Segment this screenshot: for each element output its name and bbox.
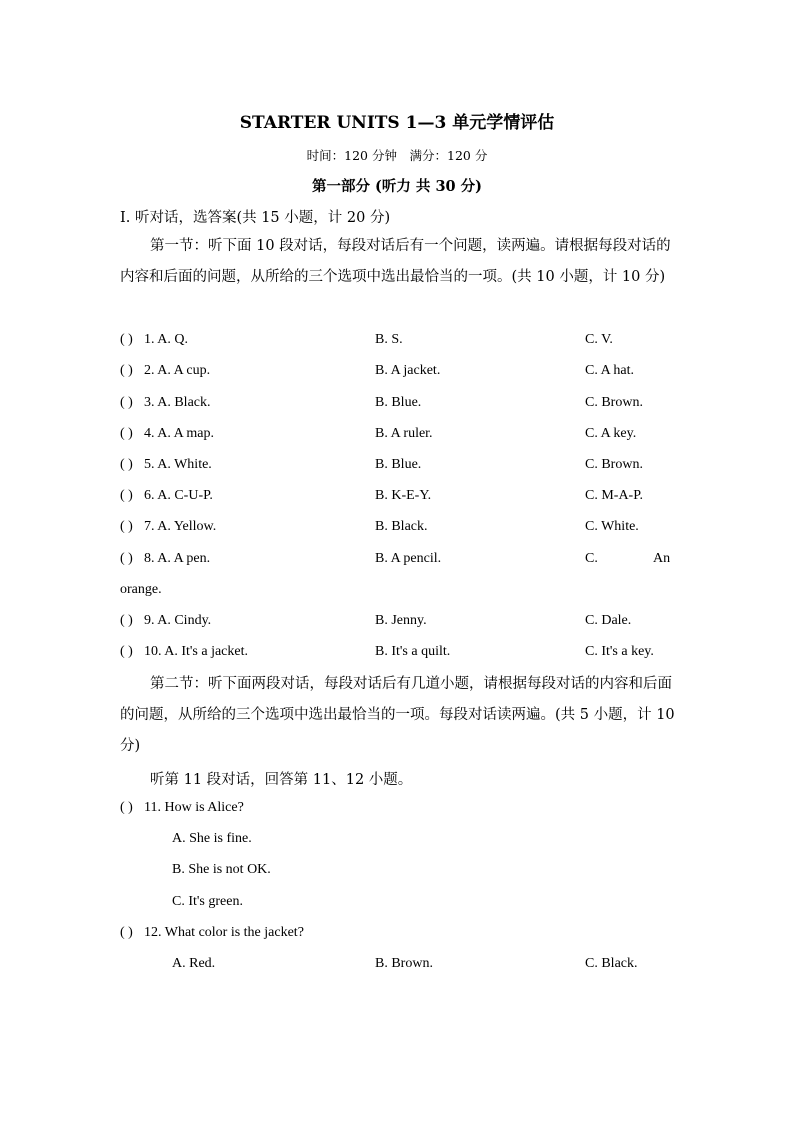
option-c: C. M-A-P. (585, 488, 643, 503)
option-b: B. K-E-Y. (375, 488, 432, 503)
option-c: C. Brown. (585, 457, 643, 472)
question-2 (120, 363, 680, 383)
option-a: A. Red. (172, 956, 216, 971)
question-12-options (120, 956, 680, 976)
option-a: 2. A. A cup. (144, 363, 211, 378)
section2-instructions: 第二节：听下面两段对话，每段对话后有几道小题，请根据每段对话的内容和后面的问题，从所给的三个选项中选出最恰当的一项。每段对话读两遍。(共 5 小题，计 10 分) (120, 676, 675, 754)
option-a: 1. A. Q. (144, 332, 188, 347)
option-c-text-start: An (653, 551, 671, 566)
exam-time-score: 时间：120 分钟 满分：120 分 (306, 148, 488, 163)
option-a: 7. A. Yellow. (144, 519, 217, 534)
answer-blank[interactable]: ( ) (120, 363, 133, 378)
option-c: C. V. (585, 332, 613, 347)
option-b: B. Jenny. (375, 613, 427, 628)
section-heading: Ⅰ. 听对话，选答案(共 15 小题，计 20 分) (120, 210, 391, 226)
question-10 (120, 644, 680, 664)
option-c: C. Dale. (585, 613, 632, 628)
question-11 (120, 800, 680, 820)
question-5 (120, 457, 680, 477)
option-a: 3. A. Black. (144, 395, 211, 410)
option-a: 10. A. It's a jacket. (144, 644, 248, 659)
section1-instructions: 第一节：听下面 10 段对话，每段对话后有一个问题，读两遍。请根据每段对话的内容和后面的问题，从所给的三个选项中选出最恰当的一项。(共 10 小题，计 10 分) (120, 238, 671, 285)
question-8 (120, 551, 680, 571)
option-c-label: C. (585, 551, 598, 566)
question-1 (120, 332, 680, 352)
option-b: B. Brown. (375, 956, 433, 971)
option-c: C. It's a key. (585, 644, 654, 659)
option-c: C. White. (585, 519, 639, 534)
question-9 (120, 613, 680, 633)
option-a: 4. A. A map. (144, 426, 215, 441)
option-c: C. Black. (585, 956, 638, 971)
option-c: C. A hat. (585, 363, 635, 378)
option-c-continuation: orange. (120, 582, 162, 597)
part-title: 第一部分 (听力 共 30 分) (311, 178, 483, 195)
answer-blank[interactable]: ( ) (120, 800, 133, 815)
question-3 (120, 395, 680, 415)
answer-blank[interactable]: ( ) (120, 395, 133, 410)
answer-blank[interactable]: ( ) (120, 644, 133, 659)
answer-blank[interactable]: ( ) (120, 332, 133, 347)
question-stem: 11. How is Alice? (144, 800, 244, 815)
option-c: C. A key. (585, 426, 637, 441)
question-7 (120, 519, 680, 539)
answer-blank[interactable]: ( ) (120, 457, 133, 472)
option-c: C. Brown. (585, 395, 643, 410)
option-b: B. Blue. (375, 395, 422, 410)
question-4 (120, 426, 680, 446)
question-stem: 12. What color is the jacket? (144, 925, 304, 940)
answer-blank[interactable]: ( ) (120, 925, 133, 940)
answer-blank[interactable]: ( ) (120, 551, 133, 566)
option-c: C. It's green. (172, 894, 243, 909)
answer-blank[interactable]: ( ) (120, 488, 133, 503)
dialogue-instruction: 听第 11 段对话，回答第 11、12 小题。 (150, 772, 413, 788)
option-b: B. It's a quilt. (375, 644, 451, 659)
option-a: 6. A. C-U-P. (144, 488, 213, 503)
option-b: B. A jacket. (375, 363, 441, 378)
option-a: 5. A. White. (144, 457, 212, 472)
option-a: 9. A. Cindy. (144, 613, 212, 628)
option-b: B. She is not OK. (172, 862, 271, 877)
page-title: STARTER UNITS 1—3 单元学情评估 (239, 113, 555, 133)
answer-blank[interactable]: ( ) (120, 613, 133, 628)
answer-blank[interactable]: ( ) (120, 519, 133, 534)
question-6 (120, 488, 680, 508)
option-b: B. Black. (375, 519, 428, 534)
option-a: 8. A. A pen. (144, 551, 211, 566)
option-b: B. Blue. (375, 457, 422, 472)
answer-blank[interactable]: ( ) (120, 426, 133, 441)
option-a: A. She is fine. (172, 831, 252, 846)
option-b: B. A pencil. (375, 551, 442, 566)
option-b: B. S. (375, 332, 403, 347)
question-12 (120, 925, 680, 945)
option-b: B. A ruler. (375, 426, 433, 441)
